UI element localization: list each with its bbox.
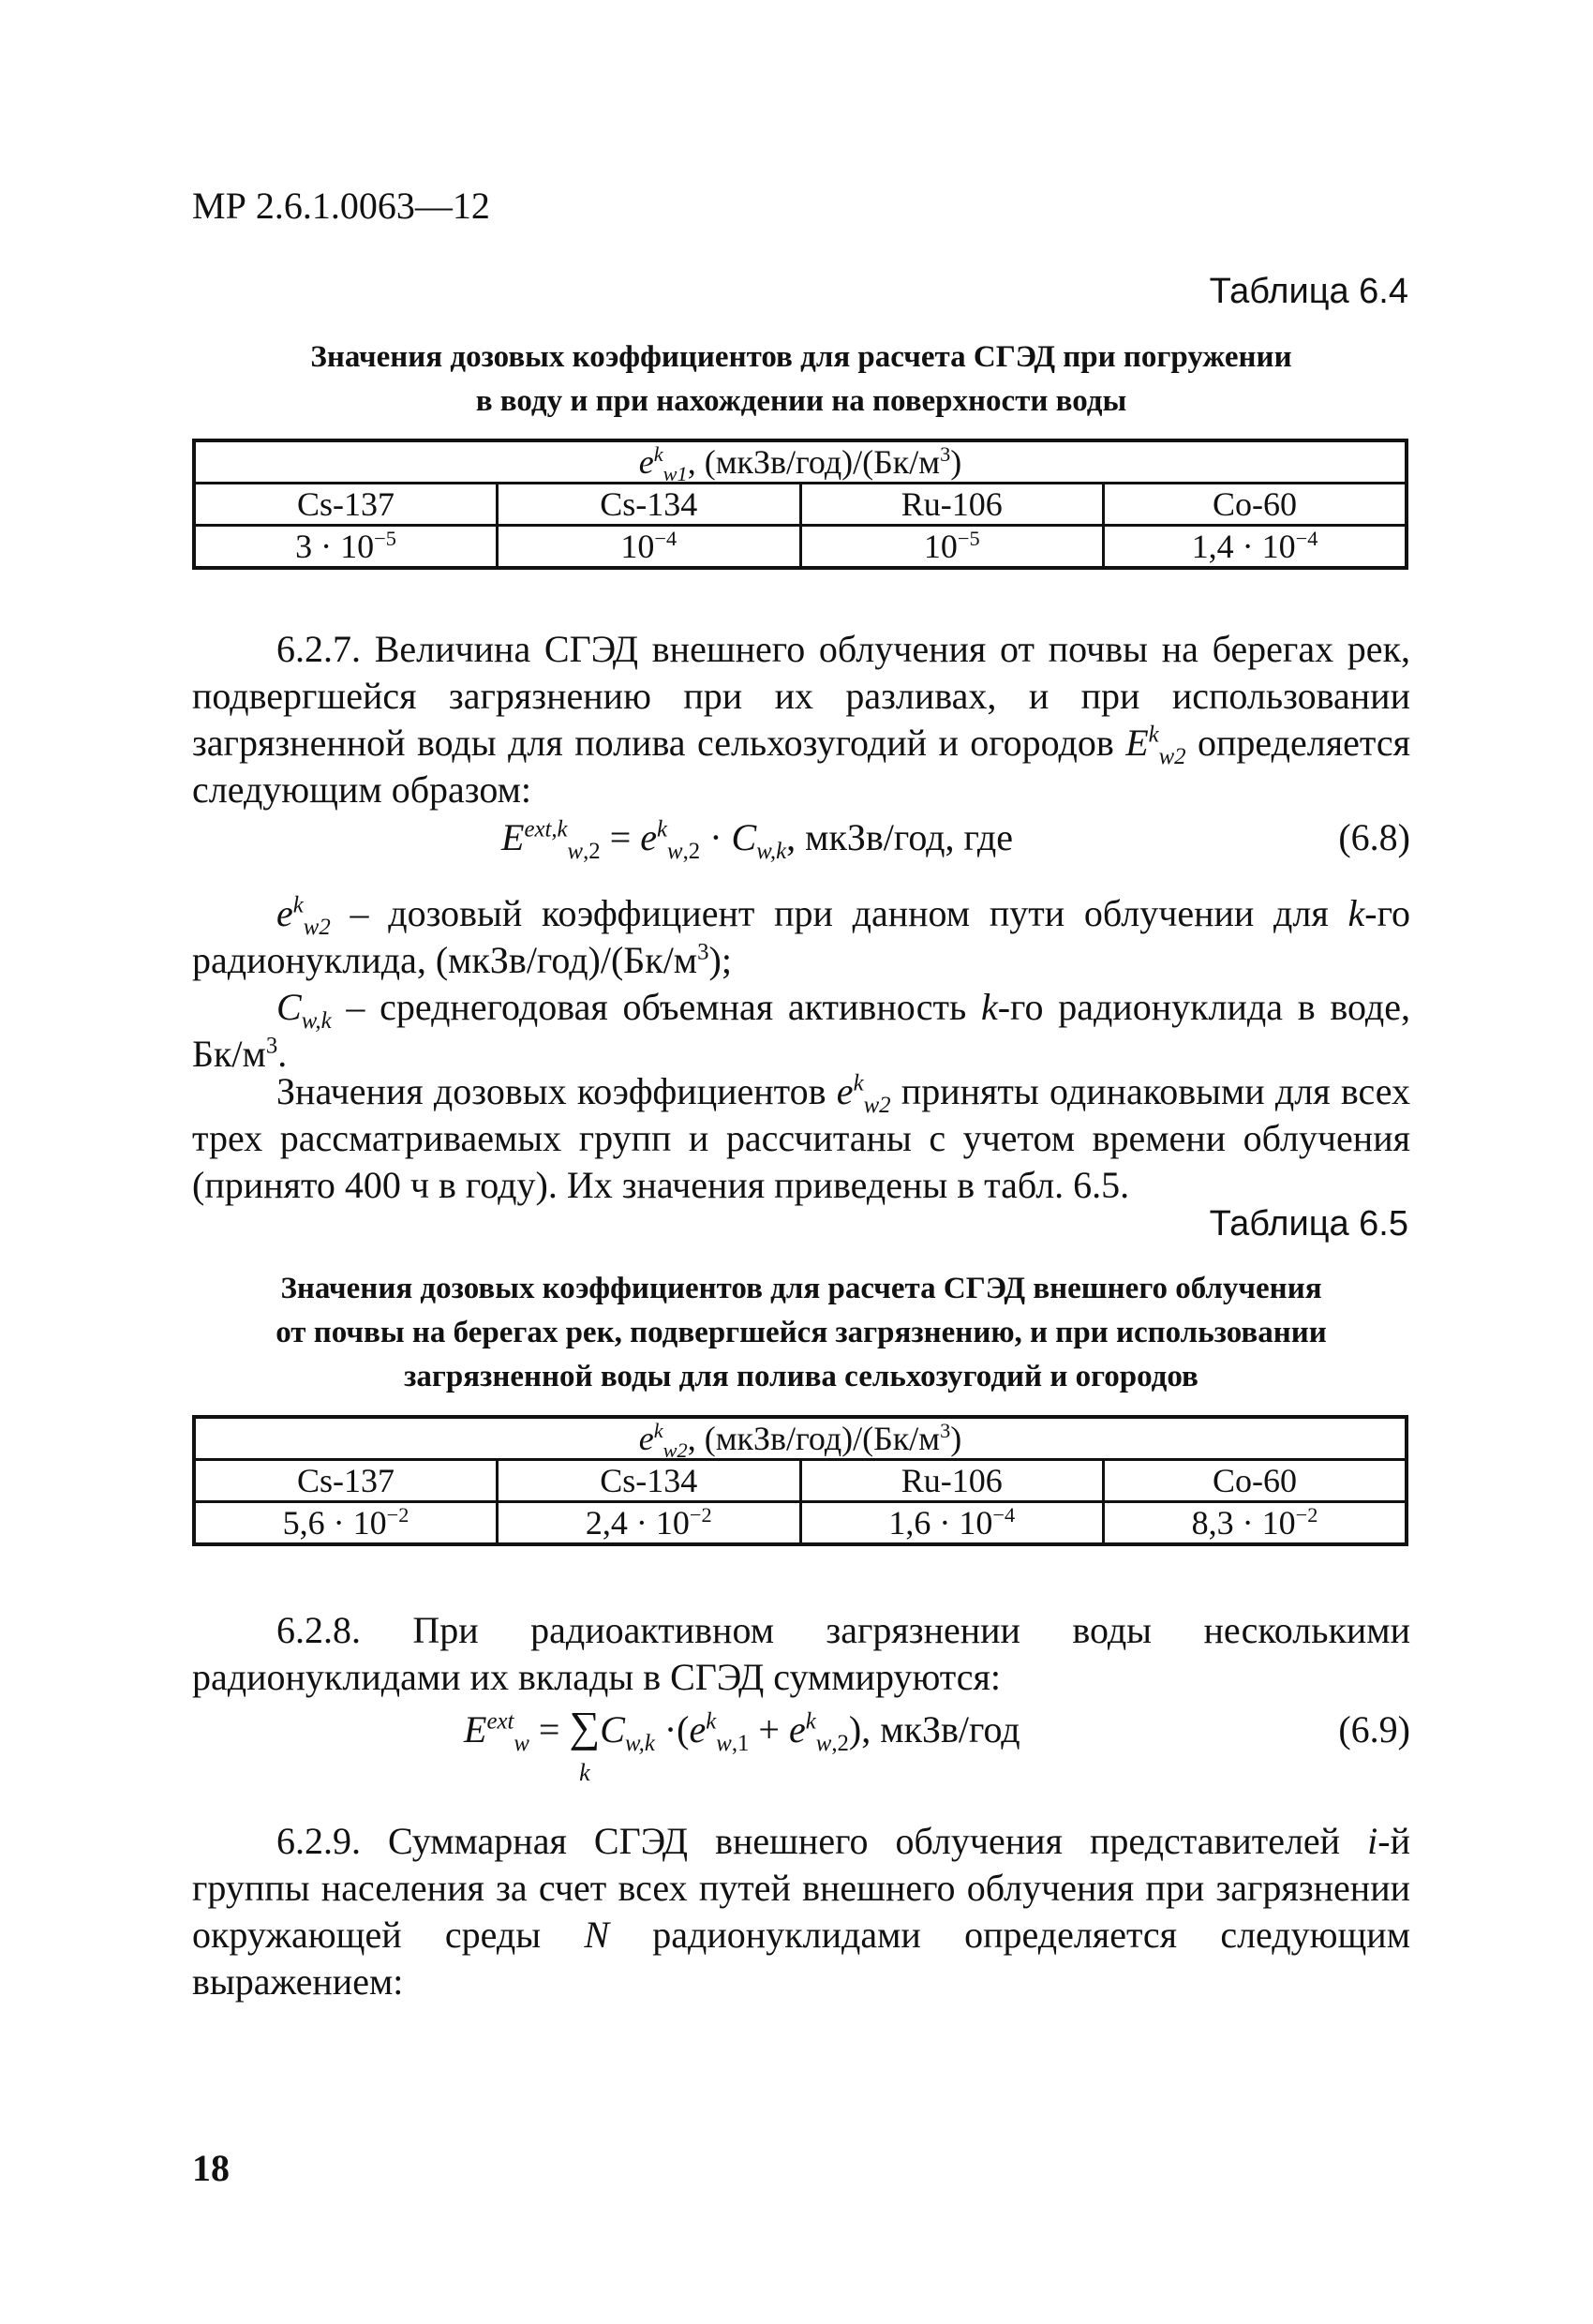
table-cell: Cs-134 <box>498 1460 801 1502</box>
table-6-4-header: $e^k_{w1}$, $(мкЗв/год)/(Бк/м^3)$ <box>194 440 1407 484</box>
definition-c-wk: $C_{w,k}$ – среднегодовая объемная активность k-го радионуклида в воде, $Бк/м^3$. <box>192 986 1410 1075</box>
table-cell: $8,3 \cdot 10^{-2}$ <box>1104 1502 1407 1545</box>
table-cell: Co-60 <box>1104 1460 1407 1502</box>
page-number: 18 <box>192 2147 230 2189</box>
table-cell: $5,6 \cdot 10^{-2}$ <box>194 1502 498 1545</box>
table-cell: Cs-137 <box>194 484 498 526</box>
paragraph-6-2-9: 6.2.9. Суммарная СГЭД внешнего облучения представителей i-й группы населения за счет всех путей внешнего облучения при загрязнении окружающей среды N радионуклидами определяется следующим выражением: <box>192 1820 1411 2003</box>
paragraph-6-2-7: 6.2.7. Величина СГЭД внешнего облучения от почвы на берегах рек, подвергшейся загрязнению при их разливах, и при использовании загрязненной воды для полива сельхозугодий и огородов $E^k_{w2}$ определяется следующим образом: <box>192 628 1410 811</box>
definition-e-w2: $e^k_{w2}$ – дозовый коэффициент при данном пути облучении для k-го радионуклида, $(мкЗв/год)/(Бк/м^3)$; <box>192 892 1410 981</box>
paragraph-dose-coefficients: Значения дозовых коэффициентов $e^k_{w2}$ приняты одинаковыми для всех трех рассматриваемых групп и рассчитаны с учетом времени облучения (принято 400 ч в году). Их значения приведены в табл. 6.5. <box>192 1070 1411 1206</box>
formula-6-8: $E^{ext,k}_{w,2} = e^k_{w,2} \cdot C_{w,k}$, мкЗв/год, где (6.8) <box>501 816 1410 864</box>
table-6-5 <box>192 1415 1408 1546</box>
table-6-4-values <box>194 526 1407 569</box>
table-cell: Ru-106 <box>800 484 1104 526</box>
table-6-5-header: $e^k_{w2}$, $(мкЗв/год)/(Бк/м^3)$ <box>194 1417 1407 1460</box>
document-code: МР 2.6.1.0063—12 <box>192 185 490 227</box>
formula-6-9: $E^{ext}_w$ = ∑ $kC_{w,k} \cdot(e^k_{w,1} + e^k_{w,2})$, мкЗв/год (6.9) <box>464 1703 1410 1786</box>
table-cell: Ru-106 <box>800 1460 1104 1502</box>
table-6-5-values <box>194 1502 1407 1545</box>
table-6-5-title: Значения дозовых коэффициентов для расчета СГЭД внешнего облучения от почвы на берегах рек, подвергшейся загрязнению, и при использовании загрязненной воды для полива сельхозугодий и огородов <box>275 1272 1327 1393</box>
paragraph-6-2-8: 6.2.8. При радиоактивном загрязнении воды несколькими радионуклидами их вклады в СГЭД суммируются: <box>192 1609 1410 1698</box>
table-cell: $3 \cdot 10^{-5}$ <box>194 526 498 569</box>
table-6-4-columns <box>194 484 1407 526</box>
table-cell: $1,6 \cdot 10^{-4}$ <box>800 1502 1104 1545</box>
table-6-4-title: Значения дозовых коэффициентов для расчета СГЭД при погружении в воду и при нахождении на поверхности воды <box>310 340 1292 418</box>
table-cell: $2,4 \cdot 10^{-2}$ <box>498 1502 801 1545</box>
table-cell: Cs-137 <box>194 1460 498 1502</box>
table-cell: $10^{-4}$ <box>498 526 801 569</box>
table-cell: $1,4 \cdot 10^{-4}$ <box>1104 526 1407 569</box>
table-6-4-label: Таблица 6.4 <box>1209 272 1408 311</box>
table-6-4 <box>192 439 1408 570</box>
table-cell: Co-60 <box>1104 484 1407 526</box>
table-6-5-columns <box>194 1460 1407 1502</box>
table-6-5-label: Таблица 6.5 <box>1209 1204 1408 1244</box>
table-cell: $10^{-5}$ <box>800 526 1104 569</box>
table-cell: Cs-134 <box>498 484 801 526</box>
